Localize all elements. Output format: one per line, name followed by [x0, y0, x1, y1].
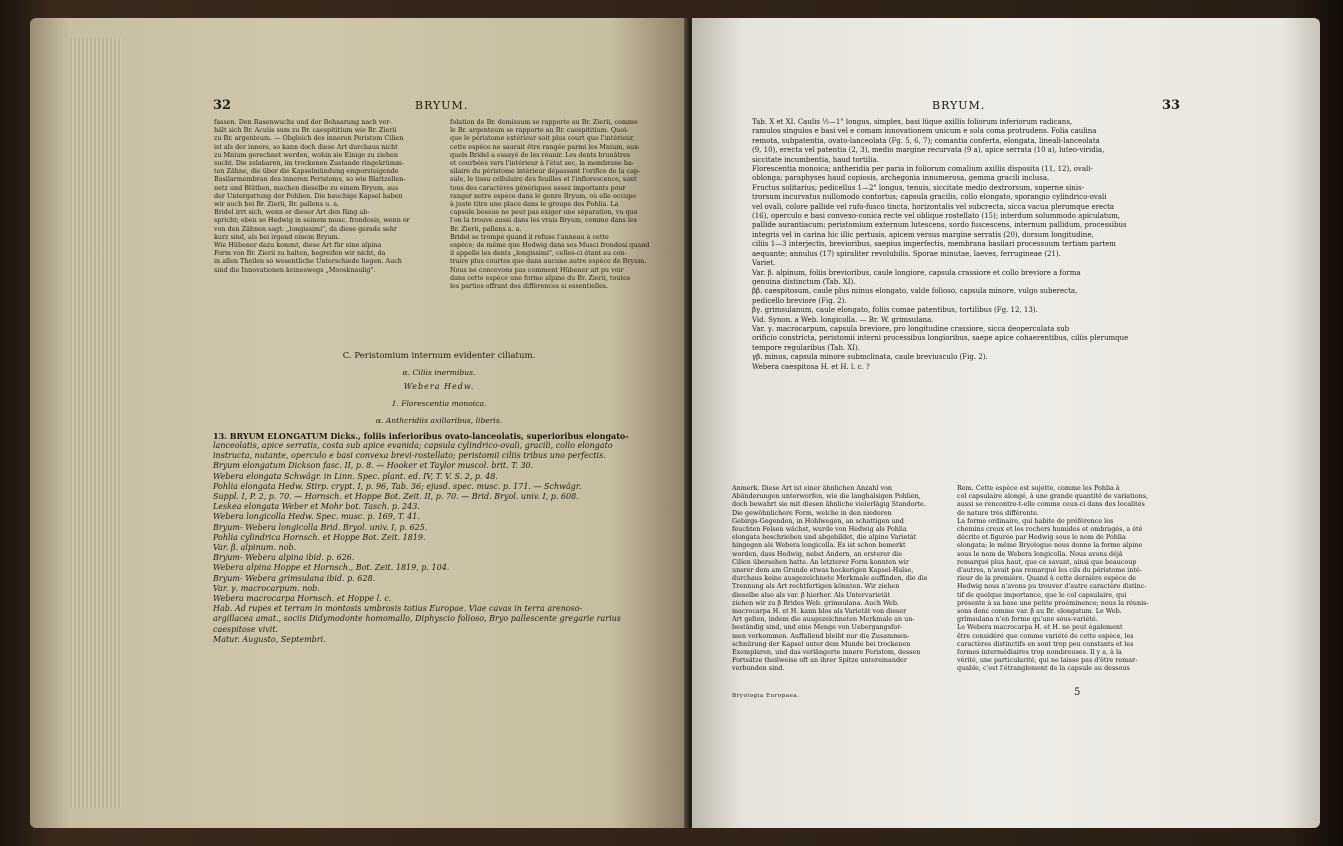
- french-column: [450, 118, 680, 290]
- text-line: aussi se rencontre-t-elle comme ceux-ci dans des localités: [957, 500, 1145, 509]
- text-line: col capsulaire alongé, à une grande quantité de variations,: [957, 492, 1149, 501]
- text-line: les parties offrant des différences si essentielles.: [450, 282, 609, 291]
- text-line: remota, subpatentia, ovato-lanceolata (Fg. 5, 6, 7); comantia conferta, elongata, lineali-lanceolata: [752, 136, 1100, 145]
- footer-title: Bryologia Europaea.: [732, 693, 800, 699]
- text-line: grimsulana n'en forme qu'une sous-variété.: [957, 615, 1098, 624]
- text-line: Cilien übersehen hatte. An letzterer Form konnten wir: [732, 557, 909, 566]
- text-line: sucht. Die zelabaren, im trockenen Zustande ringekrümm-: [214, 159, 405, 168]
- text-line: ziehen wir zu β Brides Web. grimsulana. Auch Web.: [732, 598, 899, 607]
- section-heading: C. Peristomium internum evidenter ciliatum.: [342, 351, 536, 361]
- text-line: dieselbe also als var. β hierher. Als Untervarietät: [732, 590, 891, 599]
- text-line: quable, c'est l'étranglement de la capsule au dessous: [957, 664, 1130, 673]
- text-line: Var. β. alpinum. nob.: [213, 543, 297, 553]
- french-remark-column: [957, 484, 1172, 673]
- text-line: Bryum- Webera longicolla Brid. Bryol. univ. I, p. 625.: [213, 522, 428, 532]
- text-line: Fortsätze theilweise oft an ihrer Spitze untereinander: [732, 656, 907, 665]
- text-line: vel ovali, colore pallide vel rufo-fusco tincta, horizontalis vel subcrecta, sicca vacua plerumque erecta: [752, 202, 1115, 211]
- text-line: ramulos singulos e basi vel e comam innovationem unicum e sola coma protrudens. Folia caulina: [752, 127, 1097, 136]
- text-line: Webera elongata Schwägr. in Linn. Spec. plant. ed. IV, T. V. S. 2, p. 48.: [213, 471, 498, 481]
- running-head: BRYUM.: [932, 99, 986, 112]
- text-line: tif de quelque importance, que le col capsulaire, qui: [957, 590, 1127, 599]
- genus-heading: Webera Hedw.: [403, 382, 475, 391]
- text-line: Form von Br. Zierii zu halten, begreifen wir nicht, da: [214, 249, 386, 258]
- text-line: kurz sind, als bei irgend einem Bryum.: [214, 232, 340, 241]
- text-line: remarqué plus haut, que ce savant, ainsi que beaucoup: [957, 557, 1137, 566]
- text-line: Bridel irrt sich, wenn er dieser Art den Ring ab-: [214, 208, 370, 217]
- text-line: Gebirgs-Gegenden, in Hohlwegen, an schattigen und: [732, 516, 904, 525]
- text-line: Die gewöhnlichere Form, welche in den niederen: [732, 508, 892, 517]
- text-line: d'autres, n'avait pas remarqué les cils du péristome inté-: [957, 566, 1142, 575]
- text-line: oblonga; paraphyses haud copiosis, archegonia innumerosa, gemma gracili inclusa.: [752, 174, 1050, 183]
- text-line: décrite et figurée par Hedwig sous le nom de Pohlia: [957, 533, 1126, 542]
- text-line: unsrer dem am Grunde etwas hockerigen Kapsel-Halse,: [732, 566, 914, 575]
- text-line: zu Br. argenteum. — Obgleich des inneren Peristom Cilien: [214, 134, 404, 143]
- text-line: der Untergattung der Pohlien. Die bauchige Kapsel haben: [214, 191, 403, 200]
- text-line: spricht; eben so Hedwig in seinem musc. frondosis, wenn er: [214, 216, 410, 225]
- text-line: ten Zähne, die über die Kapselmündung emporsteigende: [214, 167, 399, 176]
- text-line: Basilarmembran des inneren Peristoms, so wie Blattzellen-: [214, 175, 406, 184]
- text-line: Fructus solitarius; pedicellus 1—2" longus, tenuis, siccitate medio dextrorsum, superne sinis-: [752, 183, 1085, 192]
- text-line: folation de Br. demissum se rapporte au Br. Zierii, comme: [450, 118, 638, 126]
- text-line: trorsum incurvatus nullomodo contortus; capsula gracilis, collo elongato, sporangio cylindrico-ovali: [752, 193, 1107, 202]
- text-line: von den Zähnen sagt: „longissimi", da diese gerade sehr: [214, 224, 397, 233]
- text-line: hält sich Br. Acuiis sum zu Br. caespititium wie Br. Zierii: [214, 126, 397, 135]
- text-line: macrocarpa H. et H. kann blos als Varietät von dieser: [732, 607, 907, 616]
- text-line: integris vel in carina hic illic pertusis, apicem versus margine serratis (20), dorsum longitudine,: [752, 230, 1094, 239]
- text-line: Wie Hübener dazu kommt, diese Art für eine alpina: [214, 241, 382, 250]
- text-line: zu Mnium gerechnet werden, wohin sie Einige zu ziehen: [214, 150, 398, 159]
- text-line: Bryum- Webera grimsulana ibid. p. 628.: [213, 573, 376, 583]
- text-line: Webera caespitosa H. et H. l. c. ?: [752, 362, 870, 371]
- german-remark-column: [732, 484, 947, 673]
- text-line: lanceolatis, apice serratis, costa sub apice evanida; capsula cylindrico-ovali, gracili, collo elongato: [213, 441, 613, 450]
- text-line: sule, le tissu cellulaire des feuilles et l'inflorescence, sont: [450, 175, 637, 184]
- page-number: 33: [1162, 98, 1181, 113]
- german-column: [214, 118, 439, 274]
- text-line: Leskea elongata Weber et Mohr bot. Tasch. p. 243.: [213, 502, 420, 512]
- text-line: Matur. Augusto, Septembri.: [213, 634, 326, 644]
- species-description: [752, 118, 1182, 372]
- text-line: que le péristome extérieur soit plus court que l'intérieur,: [450, 134, 635, 143]
- signature-mark: 5: [1074, 687, 1081, 698]
- running-head: BRYUM.: [415, 99, 469, 112]
- text-line: et courbées vers l'intérieur à l'état sec, la membrane ba-: [450, 159, 634, 168]
- page-number: 32: [213, 98, 232, 113]
- text-line: Hab. Ad rupes et terram in montosis umbrosis totius Europae. Viae cavas in terra arenoso-: [213, 604, 583, 614]
- text-line: pallide aurantiacum; peristomium externum lutescens, sordo fuscescens, internum pallidum, processibus: [752, 221, 1127, 230]
- text-line: vérité, une particularité, qui ne laisse pas d'être remar-: [957, 656, 1138, 665]
- text-line: Bridel se trompe quand il refuse l'anneau à cette: [450, 232, 609, 241]
- text-line: doch bewahrt sie mit diesen ähnliche vielerlägig Standorte.: [732, 500, 926, 509]
- text-line: de nature très différente.: [957, 508, 1039, 517]
- text-line: in allen Theilen so wesentliche Unterschiede liegen. Auch: [214, 257, 402, 266]
- text-line: Var. β. alpinum, foliis brevioribus, caule longiore, capsula crassiore et collo breviore a forma: [752, 268, 1081, 277]
- text-line: être considéré que comme variété de cette espèce, les: [957, 631, 1134, 640]
- text-line: wir auch bei Br. Zierii, Br. pallens u. a.: [214, 200, 340, 209]
- antheridia-heading: α. Anthcridiis axillaribus, liberis.: [375, 416, 503, 425]
- left-page: [30, 18, 688, 828]
- text-line: le Br. argenteum se rapporte au Br. caespititium. Quoi-: [450, 126, 629, 135]
- text-line: Tab. X et XI. Caulis ½—1" longus, simplex, basi lüque axillis foliorum inferiorum radicans,: [752, 118, 1073, 126]
- text-line: caespitose vivit.: [213, 624, 279, 634]
- text-line: Var. γ. macrocarpum. nob.: [213, 583, 320, 593]
- text-line: à juste titre une place dans le groupe des Pohlia. La: [450, 200, 619, 209]
- text-line: fassen. Den Rasenwuchs und der Behaarung nach ver-: [214, 118, 392, 126]
- text-line: Webera longicolla Hedw. Spec. musc. p. 169, T. 41.: [213, 512, 420, 522]
- text-line: chemins creux et les rochers humides et ombragés, a été: [957, 525, 1143, 534]
- text-line: (16), operculo e basi convexo-conica recte vel oblique rostellato (15); interdum solummodo apiculatum,: [752, 212, 1121, 221]
- text-line: Pohlia cylindrica Hornsch. et Hoppe Bot. Zeit. 1819.: [213, 532, 426, 542]
- text-line: genuina distinctum (Tab. XI).: [752, 277, 856, 286]
- text-line: hingegen als Webera longicolla. Es ist schon bemerkt: [732, 541, 906, 550]
- text-line: sind die Innovationen keineswegs „Moosknaulig".: [214, 265, 376, 274]
- text-line: (9, 10), erecta vel patentia (2, 3), medio margine recurvata (9 a), apice serrata (10 a), luteo-viridia,: [752, 146, 1105, 155]
- text-line: Pohlia elongata Hedw. Stirp. crypt. I, p. 96, Tab. 36; ejusd. spec. musc. p. 171. — Schwägr.: [213, 481, 582, 491]
- text-line: Suppl. I, P. 2, p. 70. — Hornsch. et Hoppe Bot. Zeit. II, p. 70. — Brid. Bryol. univ. I, p. 608.: [213, 492, 579, 502]
- text-line: beständig sind, und eine Menge von Uebergangsfor-: [732, 623, 903, 632]
- text-line: ranger notre espèce dans le genre Bryum, où elle occupe: [450, 191, 636, 200]
- text-line: Rem. Cette espèce est sujette, comme les Pohlia à: [957, 484, 1120, 492]
- text-line: men vorkommen. Auffallend bleibt nur die Zusammen-: [732, 631, 910, 640]
- text-line: schnürung der Kapsel unter dem Munde bei trockenen: [732, 639, 911, 648]
- text-line: silaire du péristome intérieur dépassant l'orifice de la cap-: [450, 167, 641, 176]
- species-heading: 13. BRYUM ELONGATUM Dicks., foliis inferioribus ovato-lanceolatis, superioribus elongato-: [213, 431, 629, 441]
- text-line: La forme ordinaire, qui habite de préférence les: [957, 516, 1114, 525]
- text-line: Nous ne concevons pas comment Hübener ait pu voir: [450, 265, 624, 274]
- text-line: Art gelten, indem die ausgezeichneten Merkmale an un-: [732, 615, 915, 624]
- text-line: instructa, nutante, operculo e basi convexa brevi-rostellato; peristomii ciliis tribus uno perfectis.: [213, 451, 606, 461]
- text-line: Variet.: [752, 259, 776, 268]
- text-line: caractères distinctifs en sont trop peu constants et les: [957, 639, 1134, 648]
- text-line: Webera alpina Hoppe et Hornsch., Bot. Zeit. 1819, p. 104.: [213, 563, 450, 573]
- text-line: quels Bridel a essayé de les réunir. Les dents brunâtres: [450, 150, 631, 159]
- text-line: feuchten Felsen wächst, wurde von Hedwig als Pohlia: [732, 525, 907, 534]
- text-line: Bryum- Webera alpina ibid. p. 626.: [213, 553, 355, 563]
- text-line: pedicello breviore (Fig. 2).: [752, 296, 847, 305]
- text-line: argillacea amat., sociis Didymodonte homomallo, Diphyscio folioso, Bryo pallescente gregarie rarius: [213, 614, 621, 624]
- text-line: Bryum elongatum Dickson fasc. II, p. 8. — Hooker et Taylor muscol. brit. T. 30.: [213, 461, 534, 471]
- text-line: dans cette espèce une forme alpine du Br. Zierii, toutes: [450, 273, 631, 282]
- text-line: ist als der innere, so kann doch diese Art durchaus nicht: [214, 142, 398, 151]
- right-page: [692, 18, 1320, 828]
- text-line: l'on la trouve aussi dans les vrais Bryum, comme dans les: [450, 216, 637, 225]
- text-line: aequante; annulus (17) spiraliter revolubilis. Sporae minutae, laeves, ferrugineae (21).: [752, 249, 1061, 258]
- text-line: durchaus keine ausgezeichnete Merkmale auffinden, die die: [732, 574, 928, 583]
- text-line: présente à sa base une petite proéminence; nous la réunis-: [957, 598, 1149, 607]
- text-line: Anmerk. Diese Art ist einer ähnlichen Anzahl von: [732, 484, 893, 492]
- text-line: βγ. grimsulanum, caule elongato, foliis comae patentibus, tortilibus (Fg. 12, 13).: [752, 306, 1038, 315]
- text-line: orificio constricta, peristomii interni processibus longioribus, saepe apice cohaerentibus, ciliis plerumque: [752, 334, 1129, 343]
- text-line: il appelle les dents „longissimi", celles-ci étant au con-: [450, 249, 627, 258]
- species-synonyms: [213, 441, 683, 645]
- page-edges: [70, 38, 122, 808]
- text-line: Webera macrocarpa Hornsch. et Hoppe l. c.: [213, 594, 392, 604]
- text-line: sous le nom de Webera longicolla. Nous avons déjà: [957, 549, 1123, 558]
- text-line: capsule bossue ne peut pas exiger une séparation, vu que: [450, 208, 638, 217]
- text-line: formes intermédiaires trop nombreuses. Il y a, à la: [957, 648, 1122, 657]
- text-line: cette espèce ne saurait être rangée parmi les Mnium, aux-: [450, 142, 640, 151]
- text-line: Var. γ. macrocarpum, capsula breviore, pro longitudine crassiore, sicca deoperculata sub: [752, 324, 1070, 333]
- text-line: Le Webera macrocarpa H. et H. ne peut également: [957, 623, 1123, 632]
- text-line: Trennung als Art rechtfertigen könnten. Wir ziehen: [732, 582, 900, 591]
- text-line: elongata beschrieben und abgebildet, die alpine Varietät: [732, 533, 917, 542]
- text-line: siccitate incumbentia, haud tortilia.: [752, 155, 879, 164]
- subsection-heading: α. Ciliis inermibus.: [402, 368, 476, 377]
- text-line: netz und Blüthen, machen dieselbe zu einem Bryum, aus: [214, 183, 399, 192]
- text-line: ciliis 1—3 interjectis, brevioribus, saepius imperfectis, membrana basilari processuum tertiam partem: [752, 240, 1116, 249]
- text-line: Br. Zierii, pallens a. a.: [450, 224, 522, 233]
- text-line: tous des caractères génériques assez importants pour: [450, 183, 626, 192]
- text-line: Hedwig nous n'avons pu trouver d'autre caractère distinc-: [957, 582, 1147, 591]
- text-line: sons donc comme var. β au Br. elongatum. Le Web.: [957, 607, 1122, 616]
- text-line: Exemplaren, und das verlängerte innere Peristom, dessen: [732, 648, 921, 657]
- text-line: verbunden sind.: [732, 664, 785, 673]
- text-line: ββ. caespitosum, caule plus minus elongato, valde folioso, capsula minore, vulgo suberecta,: [752, 287, 1078, 296]
- text-line: worden, dass Hedwig, nebst Andern, an ersterer die: [732, 549, 902, 558]
- text-line: elongata; le même Bryologue nous donne la forme alpine: [957, 541, 1143, 550]
- text-line: γβ. minus, capsula minore submclinata, caule breviusculo (Fig. 2).: [752, 353, 988, 362]
- text-line: Abänderungen unterworfen, wie die langhalsigen Pohlien,: [732, 492, 921, 501]
- text-line: tempore regularibus (Tab. XI).: [752, 343, 860, 352]
- text-line: rieur de la première. Quand à cette dernière espèce de: [957, 574, 1137, 583]
- text-line: espèce; de même que Hedwig dans ses Musci frondosi quand: [450, 241, 650, 250]
- text-line: Vid. Synon. a Web. longicolla. — Br. W. grimsulana.: [752, 315, 934, 324]
- text-line: Florescentia monoica; antheridia per paria in foliorum comalium axillis disposita (11, 12), ovali-: [752, 165, 1093, 174]
- florescence-heading: 1. Florescentia monoica.: [391, 399, 487, 408]
- text-line: traire plus courtes que dans aucune autre espèce de Bryum.: [450, 257, 647, 266]
